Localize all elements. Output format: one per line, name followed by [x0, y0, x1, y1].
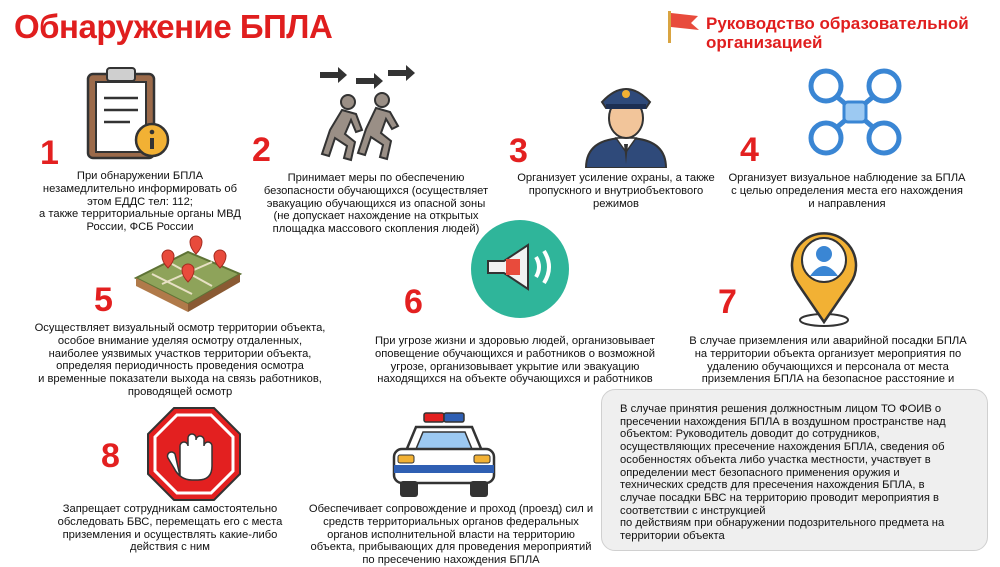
evacuation-icon: [318, 64, 422, 162]
step-text-line: Запрещает сотрудникам самостоятельно: [62, 503, 278, 515]
step-text-line: и временные показатели выхода на связь работников,: [38, 373, 322, 386]
info-box: [601, 389, 988, 551]
step-text-line: и направления: [808, 197, 886, 210]
step-text-line: При угрозе жизни и здоровью людей, организовывает: [374, 335, 656, 347]
map-icon: [132, 234, 244, 314]
step-number-7: 7: [718, 283, 737, 321]
info-box-line: В случае принятия решения должностным лицом ТО ФОИВ о: [620, 403, 942, 415]
step-text-3: [506, 172, 726, 210]
step-number-3: 3: [509, 132, 528, 170]
step-text-line: а также территориальные органы МВД: [39, 208, 241, 221]
step-text-line: Организует усиление охраны, а также: [517, 172, 715, 184]
step-text-line: площадка массового скопления людей): [272, 223, 480, 236]
step-text-line: (не допускает нахождение на открытых: [273, 210, 479, 223]
step-number-4: 4: [740, 131, 759, 169]
drone-icon: [806, 66, 904, 158]
info-box-line: соответствии с инструкцией: [620, 504, 766, 517]
step-number-2: 2: [252, 131, 271, 169]
step-text-5: [20, 322, 340, 399]
step-text-line: особое внимание уделяя осмотру отдаленных,: [57, 334, 303, 347]
step-text-line: на территории объекта организует мероприятия по: [694, 347, 962, 360]
megaphone-icon: [470, 219, 570, 319]
info-box-line: территории объекта: [620, 530, 725, 543]
info-box-line: особенностях объекта либо участка местности, участвует в: [620, 453, 931, 466]
step-text-line: определяя периодичность проведения осмотра: [56, 360, 304, 373]
step-text-line: по пресечению нахождения БПЛА: [362, 554, 540, 567]
police-car-icon: [388, 411, 500, 503]
step-text-line: эвакуацию обучающихся из опасной зоны: [266, 197, 486, 210]
step-text-line: средств территориальных органов федеральных: [323, 515, 579, 528]
step-number-6: 6: [404, 283, 423, 321]
step-text-line: проводящей осмотр: [127, 385, 233, 398]
step-text-4: [717, 172, 977, 210]
step-text-line: приземления БПЛА на безопасное расстояние и: [701, 373, 955, 386]
step-text-6: [355, 335, 675, 386]
info-box-line: по действиям при обнаружении подозрительного предмета на: [620, 517, 945, 530]
info-box-line: технических средств для пресечения нахождения БПЛА, в: [620, 479, 925, 492]
step-text-line: пропускного и внутриобъектового: [528, 184, 704, 197]
step-text-line: незамедлительно информировать об: [42, 182, 238, 195]
info-box-line: случае посадки БВС на территорию проводит мероприятия в: [620, 491, 939, 504]
step-text-1: [10, 170, 270, 234]
step-text-line: Осуществляет визуальный осмотр территории объекта,: [34, 322, 326, 334]
stop-hand-icon: [146, 406, 242, 502]
step-text-7: [676, 335, 980, 386]
step-text-line: удалению обучающихся и персонала от места: [707, 360, 949, 373]
step-text-line: безопасности обучающихся (осуществляет: [263, 184, 489, 197]
security-guard-icon: [580, 76, 672, 168]
step-number-8: 8: [101, 437, 120, 475]
step-text-line: угрозе, организовывает укрытие или эвакуацию: [390, 360, 640, 373]
step-text-line: наиболее уязвимых участков территории объекта,: [48, 347, 312, 360]
step-text-line: органов исполнительной власти на территорию: [327, 528, 575, 541]
location-pin-icon: [784, 224, 864, 328]
step-text-line: приземления и осуществлять какие-либо: [62, 528, 278, 541]
step-text-9: [296, 503, 606, 567]
step-text-line: этом ЕДДС тел: 112;: [87, 195, 193, 208]
step-text-line: находящихся на объекте обучающихся и работников: [377, 373, 653, 386]
org-subtitle: Руководство образовательной организацией: [706, 14, 969, 52]
step-text-line: объекта, прибывающих для проведения мероприятий: [310, 541, 592, 554]
page-title: Обнаружение БПЛА: [14, 8, 333, 45]
clipboard-icon: [86, 66, 176, 162]
step-text-line: Организует визуальное наблюдение за БПЛА: [728, 172, 966, 184]
info-box-line: определении мест безопасного применения оружия и: [620, 466, 900, 479]
step-text-line: При обнаружении БПЛА: [76, 170, 204, 182]
info-box-line: осуществляющих пресечение нахождения БПЛА, сведения об: [620, 441, 945, 454]
info-box-line: пресечении нахождения БПЛА в воздушном пространстве над: [620, 415, 946, 428]
step-text-line: России, ФСБ России: [86, 221, 194, 234]
step-number-5: 5: [94, 281, 113, 319]
step-text-line: Принимает меры по обеспечению: [287, 172, 465, 184]
step-text-line: Обеспечивает сопровождение и проход (проезд) сил и: [308, 503, 594, 515]
step-text-line: действия с ним: [130, 541, 210, 554]
step-text-8: [50, 503, 290, 554]
step-text-line: с целью определения места его нахождения: [731, 184, 963, 197]
step-number-1: 1: [40, 134, 59, 172]
step-text-line: В случае приземления или аварийной посадки БПЛА: [689, 335, 967, 347]
flag-icon: [664, 10, 702, 44]
info-box-line: объектом: Руководитель доводит до сотрудников,: [620, 428, 880, 441]
step-text-line: оповещение обучающихся и работников о возможной: [374, 347, 656, 360]
step-text-line: режимов: [593, 197, 639, 210]
step-text-line: обследовать БВС, перемещать его с места: [57, 515, 283, 528]
